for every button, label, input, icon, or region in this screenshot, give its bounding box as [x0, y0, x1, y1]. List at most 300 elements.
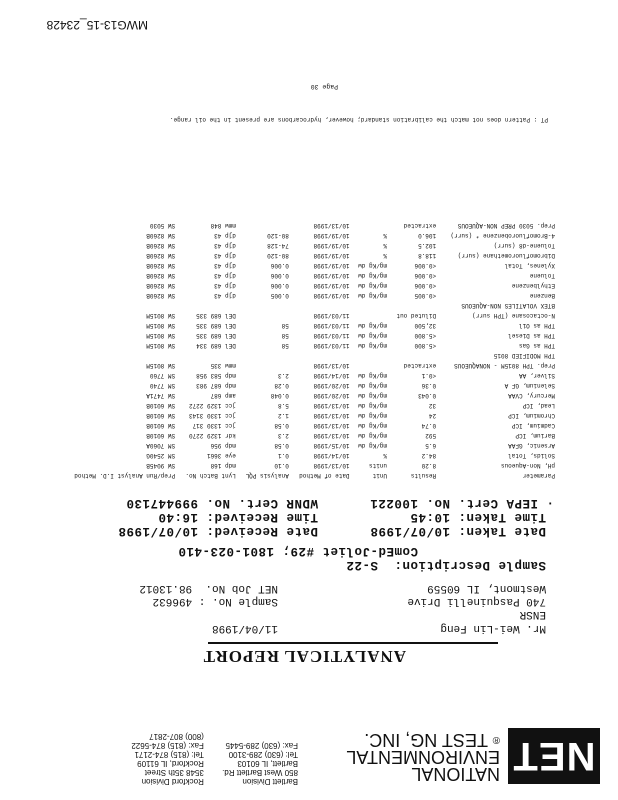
iepa-cert-label: IEPA Cert. No. — [425, 496, 538, 510]
cell-value: 0.28 — [274, 382, 289, 389]
cell-value: Lead, ICP — [522, 402, 555, 409]
cell-value: Ethylbenzene — [511, 282, 555, 289]
cell-value: Selenium, GF A — [504, 382, 555, 389]
cell-value: 10/14/1998 — [313, 372, 350, 379]
table-row — [63, 230, 558, 240]
table-cell — [439, 340, 558, 350]
date-received — [118, 524, 318, 538]
cell-value: djp — [225, 252, 236, 259]
cell-value: 11/03/1998 — [313, 332, 350, 339]
cell-value: mg/Kg dw — [358, 412, 388, 419]
cell-value: 106.0 — [418, 232, 437, 239]
table-cell — [439, 430, 558, 440]
cell-value: 8.20 — [421, 462, 437, 469]
cell-value: djp — [225, 272, 236, 279]
table-cell — [239, 290, 292, 300]
net-logo: NET — [508, 728, 600, 784]
cell-value: Arsenic, GFAA — [508, 442, 555, 449]
table-cell — [439, 360, 558, 370]
table-cell — [390, 270, 439, 280]
cell-value: 84.2 — [421, 452, 437, 459]
cell-value: SW 8260B — [146, 272, 176, 279]
table-cell — [390, 340, 439, 350]
table-cell — [178, 430, 239, 440]
table-cell — [439, 270, 558, 280]
table-cell — [353, 430, 390, 440]
time-received-value: 16:40 — [157, 510, 198, 524]
company-name — [346, 731, 500, 782]
cell-value: 10/19/1998 — [313, 242, 350, 249]
table-cell — [292, 390, 353, 400]
table-cell — [353, 230, 390, 240]
cell-value: SW 9045B — [146, 462, 176, 469]
cell-value: N-octacosane (TPH surr) — [472, 312, 555, 319]
cell-value: 168 — [210, 462, 222, 469]
table-row — [63, 360, 558, 370]
table-cell — [178, 370, 239, 380]
table-row — [63, 370, 558, 380]
table-row — [63, 310, 558, 320]
cell-value: Xylenes, Total — [504, 262, 555, 269]
table-cell — [178, 420, 239, 430]
table-cell — [292, 280, 353, 290]
table-row — [63, 240, 558, 250]
table-cell — [178, 450, 239, 460]
cell-value: Cadmium, ICP — [511, 422, 555, 429]
table-cell — [63, 410, 178, 420]
results-table-body — [63, 220, 558, 480]
cell-value: mdp — [225, 462, 236, 469]
company-name-line-3: TEST NG, INC. — [364, 730, 488, 750]
cell-value: 0.58 — [274, 422, 289, 429]
cell-value: 10/19/1998 — [313, 292, 350, 299]
registered-mark: ® — [492, 734, 500, 745]
table-cell — [353, 450, 390, 460]
time-received-label: Time Received: — [205, 510, 318, 524]
table-cell — [63, 280, 178, 290]
cell-value: SW 6010B — [146, 412, 176, 419]
table-cell — [292, 410, 353, 420]
cell-value: DEl — [225, 322, 236, 329]
document-id: MWG13-15_23428 — [46, 18, 148, 32]
cell-value: SW 8015M — [146, 362, 176, 369]
cell-value: SW 7471A — [146, 392, 176, 399]
table-row — [63, 330, 558, 340]
table-cell — [439, 240, 558, 250]
table-row — [63, 260, 558, 270]
cell-value: 4-Bromofluorobenzene * (surr) — [450, 232, 555, 239]
table-cell — [63, 270, 178, 280]
cell-value: mg/Kg dw — [358, 262, 388, 269]
table-cell — [239, 270, 292, 280]
footnote: PT : Pattern does not match the calibration standard; however, hydrocarbons are present in the oil range. — [169, 116, 548, 123]
cell-value: SW 8015M — [146, 312, 176, 319]
cell-value: mmw — [225, 222, 236, 229]
sample-description-2: ComEd-Joliet #29; 1801-023-410 — [177, 544, 418, 558]
column-header: Results — [410, 472, 437, 479]
table-row — [63, 280, 558, 290]
cell-value: SW 8260B — [146, 242, 176, 249]
date-taken-value: 10/07/1998 — [369, 524, 450, 538]
table-cell — [292, 230, 353, 240]
cell-value: 32 — [428, 402, 437, 409]
cell-value: <0.006 — [414, 262, 437, 269]
table-cell — [63, 420, 178, 430]
table-cell — [292, 340, 353, 350]
cell-value: SM 7760 — [149, 372, 176, 379]
cell-value: <0.1 — [421, 372, 437, 379]
wdnr-cert — [126, 496, 318, 510]
cell-value: Solids, Total — [508, 452, 555, 459]
table-cell — [439, 380, 558, 390]
cell-value: 80-120 — [267, 232, 289, 239]
client-org: ENSR — [519, 608, 546, 620]
cell-value: SW 5030 — [149, 222, 176, 229]
cell-value: 43 — [214, 262, 222, 269]
table-header-row — [63, 470, 558, 480]
division-tel: Tel: (815) 874-2171 — [134, 750, 204, 759]
table-cell — [292, 440, 353, 450]
time-received — [158, 510, 318, 524]
cell-value: 43 — [214, 252, 222, 259]
cell-value: kdr — [225, 432, 236, 439]
cell-value: 6.5 — [425, 442, 437, 449]
cell-value: mg/Kg dw — [358, 372, 388, 379]
table-row — [63, 290, 558, 300]
table-cell — [353, 290, 390, 300]
cell-value: 43 — [214, 242, 222, 249]
cell-value: SW 8015M — [146, 322, 176, 329]
cell-value: SW 6010B — [146, 432, 176, 439]
cell-value: mg/Kg dw — [358, 282, 388, 289]
table-cell — [439, 220, 558, 230]
table-cell — [178, 330, 239, 340]
sample-description — [346, 558, 546, 572]
cell-value: <0.005 — [414, 292, 437, 299]
time-taken — [410, 510, 546, 524]
table-cell — [439, 390, 558, 400]
column-header: Date of Method — [299, 472, 350, 479]
cell-value: <5.800 — [414, 332, 437, 339]
table-cell — [239, 230, 292, 240]
table-cell — [239, 460, 292, 470]
table-cell — [239, 310, 292, 320]
table-cell — [390, 250, 439, 260]
table-cell — [439, 420, 558, 430]
cell-value: 10/15/1998 — [313, 442, 350, 449]
table-cell — [178, 240, 239, 250]
cell-value: % — [383, 242, 388, 249]
cell-value: 118.8 — [418, 252, 437, 259]
company-name-line-2: ENVIRONMENTAL — [346, 747, 500, 767]
cell-value: <5.800 — [414, 342, 437, 349]
table-cell — [239, 400, 292, 410]
table-cell — [178, 390, 239, 400]
table-cell — [178, 280, 239, 290]
table-row — [63, 430, 558, 440]
time-taken-label: Time Taken: — [457, 510, 546, 524]
cell-value: mg/Kg dw — [358, 292, 388, 299]
cell-value: DEl — [225, 332, 236, 339]
sample-description-value: S-22 — [345, 558, 378, 572]
table-cell — [63, 400, 178, 410]
cell-value: SW 8260B — [146, 282, 176, 289]
cell-value: 0.1 — [278, 452, 289, 459]
cell-value: Prep. TPH 8015M - NONAQUEOUS — [454, 362, 555, 369]
table-cell — [353, 370, 390, 380]
table-cell — [292, 330, 353, 340]
table-row — [63, 460, 558, 470]
cell-value: 0.006 — [270, 282, 289, 289]
cell-value: SW 6010B — [146, 402, 176, 409]
table-cell — [239, 250, 292, 260]
table-row — [63, 390, 558, 400]
table-cell — [353, 420, 390, 430]
cell-value: 848 — [210, 222, 222, 229]
date-received-value: 10/07/1998 — [117, 524, 198, 538]
cell-value: 10/19/1998 — [313, 282, 350, 289]
results-table — [63, 220, 558, 480]
cell-value: Benzene — [529, 292, 555, 299]
table-cell — [239, 380, 292, 390]
cell-value: 1.2 — [278, 412, 289, 419]
table-cell — [178, 230, 239, 240]
table-cell — [439, 230, 558, 240]
cell-value: mg/Kg dw — [358, 392, 388, 399]
division-tel: Tel: (630) 289-3100 — [228, 750, 298, 759]
cell-value: SW 8260B — [146, 292, 176, 299]
table-cell — [239, 340, 292, 350]
cell-value: Mercury, CVAA — [508, 392, 555, 399]
cell-value: jcc — [225, 402, 236, 409]
table-cell — [63, 250, 178, 260]
cell-value: djp — [225, 242, 236, 249]
cell-value: 689 335 — [196, 332, 222, 339]
table-cell — [63, 450, 178, 460]
table-cell — [292, 220, 353, 230]
cell-value: units — [369, 462, 388, 469]
cell-value: djp — [225, 262, 236, 269]
sample-description-label: Sample Description: — [393, 558, 546, 572]
sample-no — [153, 595, 278, 607]
table-cell — [292, 290, 353, 300]
table-cell — [439, 260, 558, 270]
table-cell — [239, 390, 292, 400]
cell-value: jcc — [225, 422, 236, 429]
cell-value: 11/03/1998 — [313, 322, 350, 329]
cell-value: <0.006 — [414, 272, 437, 279]
table-cell — [353, 340, 390, 350]
cell-value: 102.5 — [418, 242, 437, 249]
cell-value: 24 — [428, 412, 437, 419]
cell-value: % — [383, 452, 388, 459]
client-attn: Mr. Wei-Lin Feng — [440, 622, 546, 634]
cell-value: mg/Kg dw — [358, 342, 388, 349]
cell-value: 11/03/1998 — [313, 342, 350, 349]
cell-value: Diluted out — [396, 312, 437, 319]
table-row — [63, 440, 558, 450]
table-row — [63, 320, 558, 330]
column-header: Parameter — [522, 472, 555, 479]
sample-no-value: 496632 — [152, 595, 193, 607]
table-cell — [178, 440, 239, 450]
cell-value: djp — [225, 292, 236, 299]
cell-value: 1329 2272 — [189, 402, 222, 409]
table-cell — [63, 310, 178, 320]
cell-value: 10/13/1998 — [313, 362, 350, 369]
table-cell — [390, 310, 439, 320]
cell-value: % — [383, 232, 388, 239]
table-cell — [353, 310, 390, 320]
client-street: 740 Pasquinelli Drive — [407, 595, 546, 607]
table-cell — [178, 360, 239, 370]
table-cell — [353, 250, 390, 260]
cell-value: mg/Kg dw — [358, 432, 388, 439]
division-city: Bartlett, IL 60103 — [237, 759, 298, 768]
cell-value: 0.74 — [421, 422, 437, 429]
table-cell — [353, 460, 390, 470]
cell-value: mg/Kg dw — [358, 332, 388, 339]
table-row — [63, 400, 558, 410]
table-cell — [63, 260, 178, 270]
table-cell — [292, 370, 353, 380]
table-cell — [353, 330, 390, 340]
table-cell — [390, 390, 439, 400]
division-addresses — [115, 732, 298, 786]
table-cell — [63, 380, 178, 390]
cell-value: 11/03/1998 — [313, 312, 350, 319]
cell-value: mdp — [225, 372, 236, 379]
cell-value: Dibromofluoromethane (surr) — [457, 252, 555, 259]
table-cell — [292, 430, 353, 440]
title-underline — [208, 642, 498, 644]
table-row — [63, 380, 558, 390]
cell-value: Silver, AA — [518, 372, 555, 379]
cell-value: mdp — [225, 382, 236, 389]
table-cell — [353, 260, 390, 270]
section-heading: BTEX VOLATILES NON-AQUEOUS — [461, 302, 555, 309]
table-cell — [63, 340, 178, 350]
cell-value: 10/19/1998 — [313, 252, 350, 259]
cell-value: SM 7060A — [146, 442, 176, 449]
table-cell — [239, 440, 292, 450]
cell-value: 10/19/1998 — [313, 232, 350, 239]
table-row — [63, 420, 558, 430]
table-row — [63, 410, 558, 420]
table-cell — [292, 360, 353, 370]
table-cell — [353, 280, 390, 290]
table-cell — [390, 330, 439, 340]
bartlett-division — [222, 741, 298, 786]
table-cell — [63, 360, 178, 370]
section-heading: TPH MODIFIED 8015 — [493, 352, 555, 359]
time-taken-value: 10:45 — [409, 510, 450, 524]
table-cell — [353, 390, 390, 400]
cell-value: 43 — [214, 232, 222, 239]
table-row — [63, 220, 558, 230]
cell-value: mg/Kg dw — [358, 272, 388, 279]
cell-value: mdp — [225, 442, 236, 449]
table-cell — [63, 290, 178, 300]
cell-value: jcc — [225, 412, 236, 419]
cell-value: 0.006 — [270, 262, 289, 269]
table-cell — [239, 240, 292, 250]
table-cell — [390, 220, 439, 230]
table-cell — [239, 360, 292, 370]
table-cell — [239, 320, 292, 330]
table-cell — [63, 440, 178, 450]
cell-value: eye — [225, 452, 236, 459]
table-cell — [353, 240, 390, 250]
table-cell — [178, 250, 239, 260]
table-cell — [353, 320, 390, 330]
column-header: Lynt Batch No. — [185, 472, 236, 479]
date-received-label: Date Received: — [205, 524, 318, 538]
table-cell — [178, 270, 239, 280]
cell-value: 1330 317 — [192, 422, 222, 429]
table-cell — [390, 280, 439, 290]
table-cell — [239, 330, 292, 340]
iepa-cert: · IEPA Cert. No. 100221 — [369, 496, 554, 510]
cell-value: 10/13/1998 — [313, 402, 350, 409]
table-cell — [178, 320, 239, 330]
cell-value: mg/Kg dw — [358, 322, 388, 329]
cell-value: extracted — [403, 362, 437, 369]
division-phone: (800) 807-2817 — [149, 732, 204, 741]
cell-value: SW 8015M — [146, 332, 176, 339]
cell-value: 58 — [281, 322, 289, 329]
division-city: Rockford, IL 61109 — [137, 759, 204, 768]
cell-value: 335 — [210, 362, 222, 369]
table-row — [63, 250, 558, 260]
cell-value: 687 — [210, 392, 222, 399]
cell-value: 687 983 — [196, 382, 222, 389]
table-cell — [239, 370, 292, 380]
table-cell — [178, 410, 239, 420]
report-date: 11/04/1998 — [211, 622, 278, 634]
table-cell — [439, 450, 558, 460]
division-fax: Fax: (815) 874-5622 — [131, 741, 204, 750]
table-cell — [390, 440, 439, 450]
cell-value: % — [383, 252, 388, 259]
cell-value: 689 334 — [196, 342, 222, 349]
job-no — [139, 582, 278, 594]
cell-value: 10/19/1998 — [313, 262, 350, 269]
table-row — [63, 450, 558, 460]
table-cell — [439, 310, 558, 320]
cell-value: TPH as Oil — [518, 322, 555, 329]
cell-value: 956 — [210, 442, 222, 449]
cell-value: mmw — [225, 362, 236, 369]
cell-value: Chromium, ICP — [508, 412, 555, 419]
table-cell — [439, 290, 558, 300]
table-cell — [390, 380, 439, 390]
table-cell — [390, 360, 439, 370]
table-cell — [353, 270, 390, 280]
table-cell — [292, 240, 353, 250]
cell-value: 32,500 — [414, 322, 437, 329]
table-cell — [63, 240, 178, 250]
cell-value: 58 — [281, 332, 289, 339]
cell-value: 10/13/1998 — [313, 432, 350, 439]
table-cell — [439, 400, 558, 410]
table-cell — [390, 430, 439, 440]
cell-value: 1329 2270 — [189, 432, 222, 439]
table-cell — [390, 260, 439, 270]
table-cell — [292, 310, 353, 320]
cell-value: 43 — [214, 292, 222, 299]
cell-value: 689 335 — [196, 322, 222, 329]
